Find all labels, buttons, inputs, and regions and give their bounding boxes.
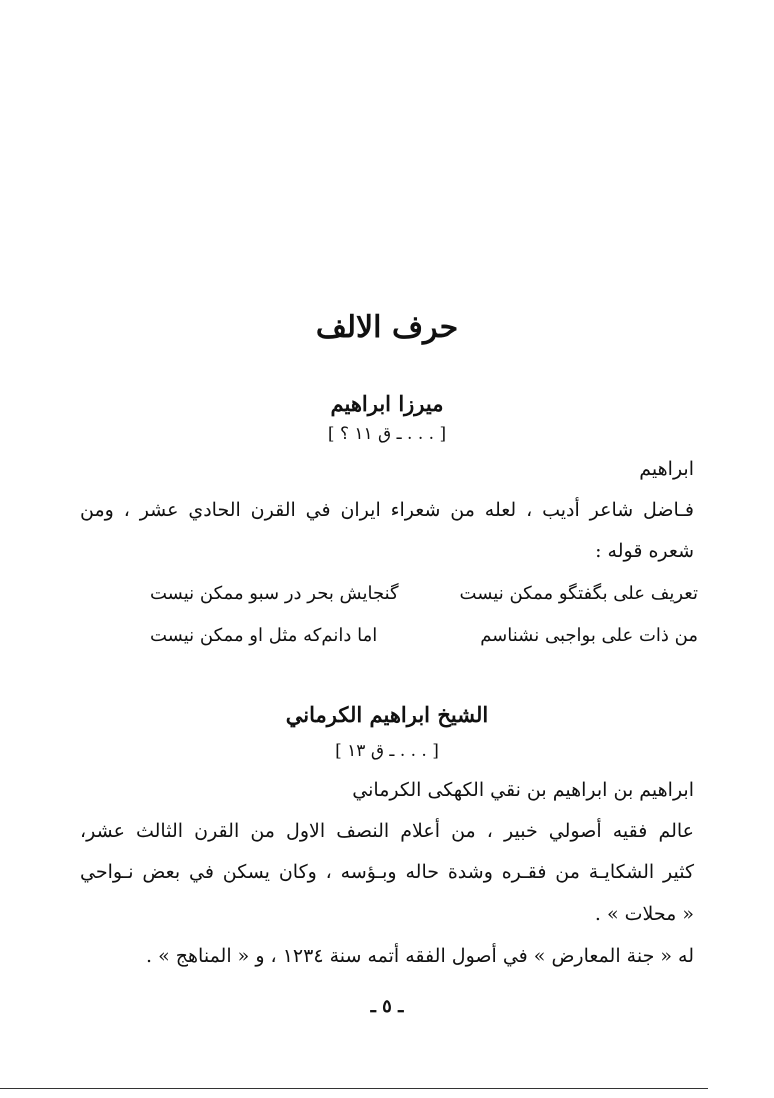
- entry-1-dates: [ . . . ـ ق ١١ ؟ ]: [327, 424, 447, 444]
- page-number: ـ ٥ ـ: [370, 996, 404, 1017]
- verse-1-second-hemistich: گنجايش بحر در سبو ممكن نيست: [150, 583, 399, 604]
- entry-1-bio-line-2: شعره قوله :: [595, 540, 694, 562]
- verse-2-second-hemistich: اما دانم‌كه مثل او ممكن نيست: [150, 625, 378, 646]
- entry-2-bio-line-1: عالم فقيه أصولي خبير ، من أعلام النصف الاول من القرن الثالث عشر،: [80, 820, 694, 842]
- entry-1-name: ميرزا ابراهيم: [330, 391, 444, 416]
- entry-2-dates: [ . . . ـ ق ١٣ ]: [335, 741, 439, 761]
- bottom-rule: [0, 1088, 708, 1089]
- entry-1-intro: ابراهيم: [639, 458, 694, 480]
- entry-2-name: الشيخ ابراهيم الكرماني: [285, 702, 489, 727]
- entry-2-intro: ابراهيم بن ابراهيم بن نقي الكهكى الكرماني: [352, 779, 694, 801]
- entry-2-bio-line-3: « محلات » .: [594, 903, 694, 925]
- entry-2-bio-line-2: كثير الشكايـة من فقـره وشدة حاله وبـؤسه ، وكان يسكن في بعض نـواحي: [80, 861, 694, 883]
- entry-2-works: له « جنة المعارض » في أصول الفقه أتمه سنة ١٢٣٤ ، و « المناهج » .: [146, 945, 694, 967]
- verse-1: [150, 580, 698, 608]
- verse-2: [150, 622, 698, 650]
- verse-2-first-hemistich: من ذات على بواجبى نشناسم: [480, 625, 698, 646]
- section-title: حرف الالف: [315, 310, 459, 345]
- verse-1-first-hemistich: تعريف على بگفتگو ممكن نيست: [459, 583, 698, 604]
- entry-1-bio-line-1: فـاضل شاعر أديب ، لعله من شعراء ايران في القرن الحادي عشر ، ومن: [80, 499, 694, 521]
